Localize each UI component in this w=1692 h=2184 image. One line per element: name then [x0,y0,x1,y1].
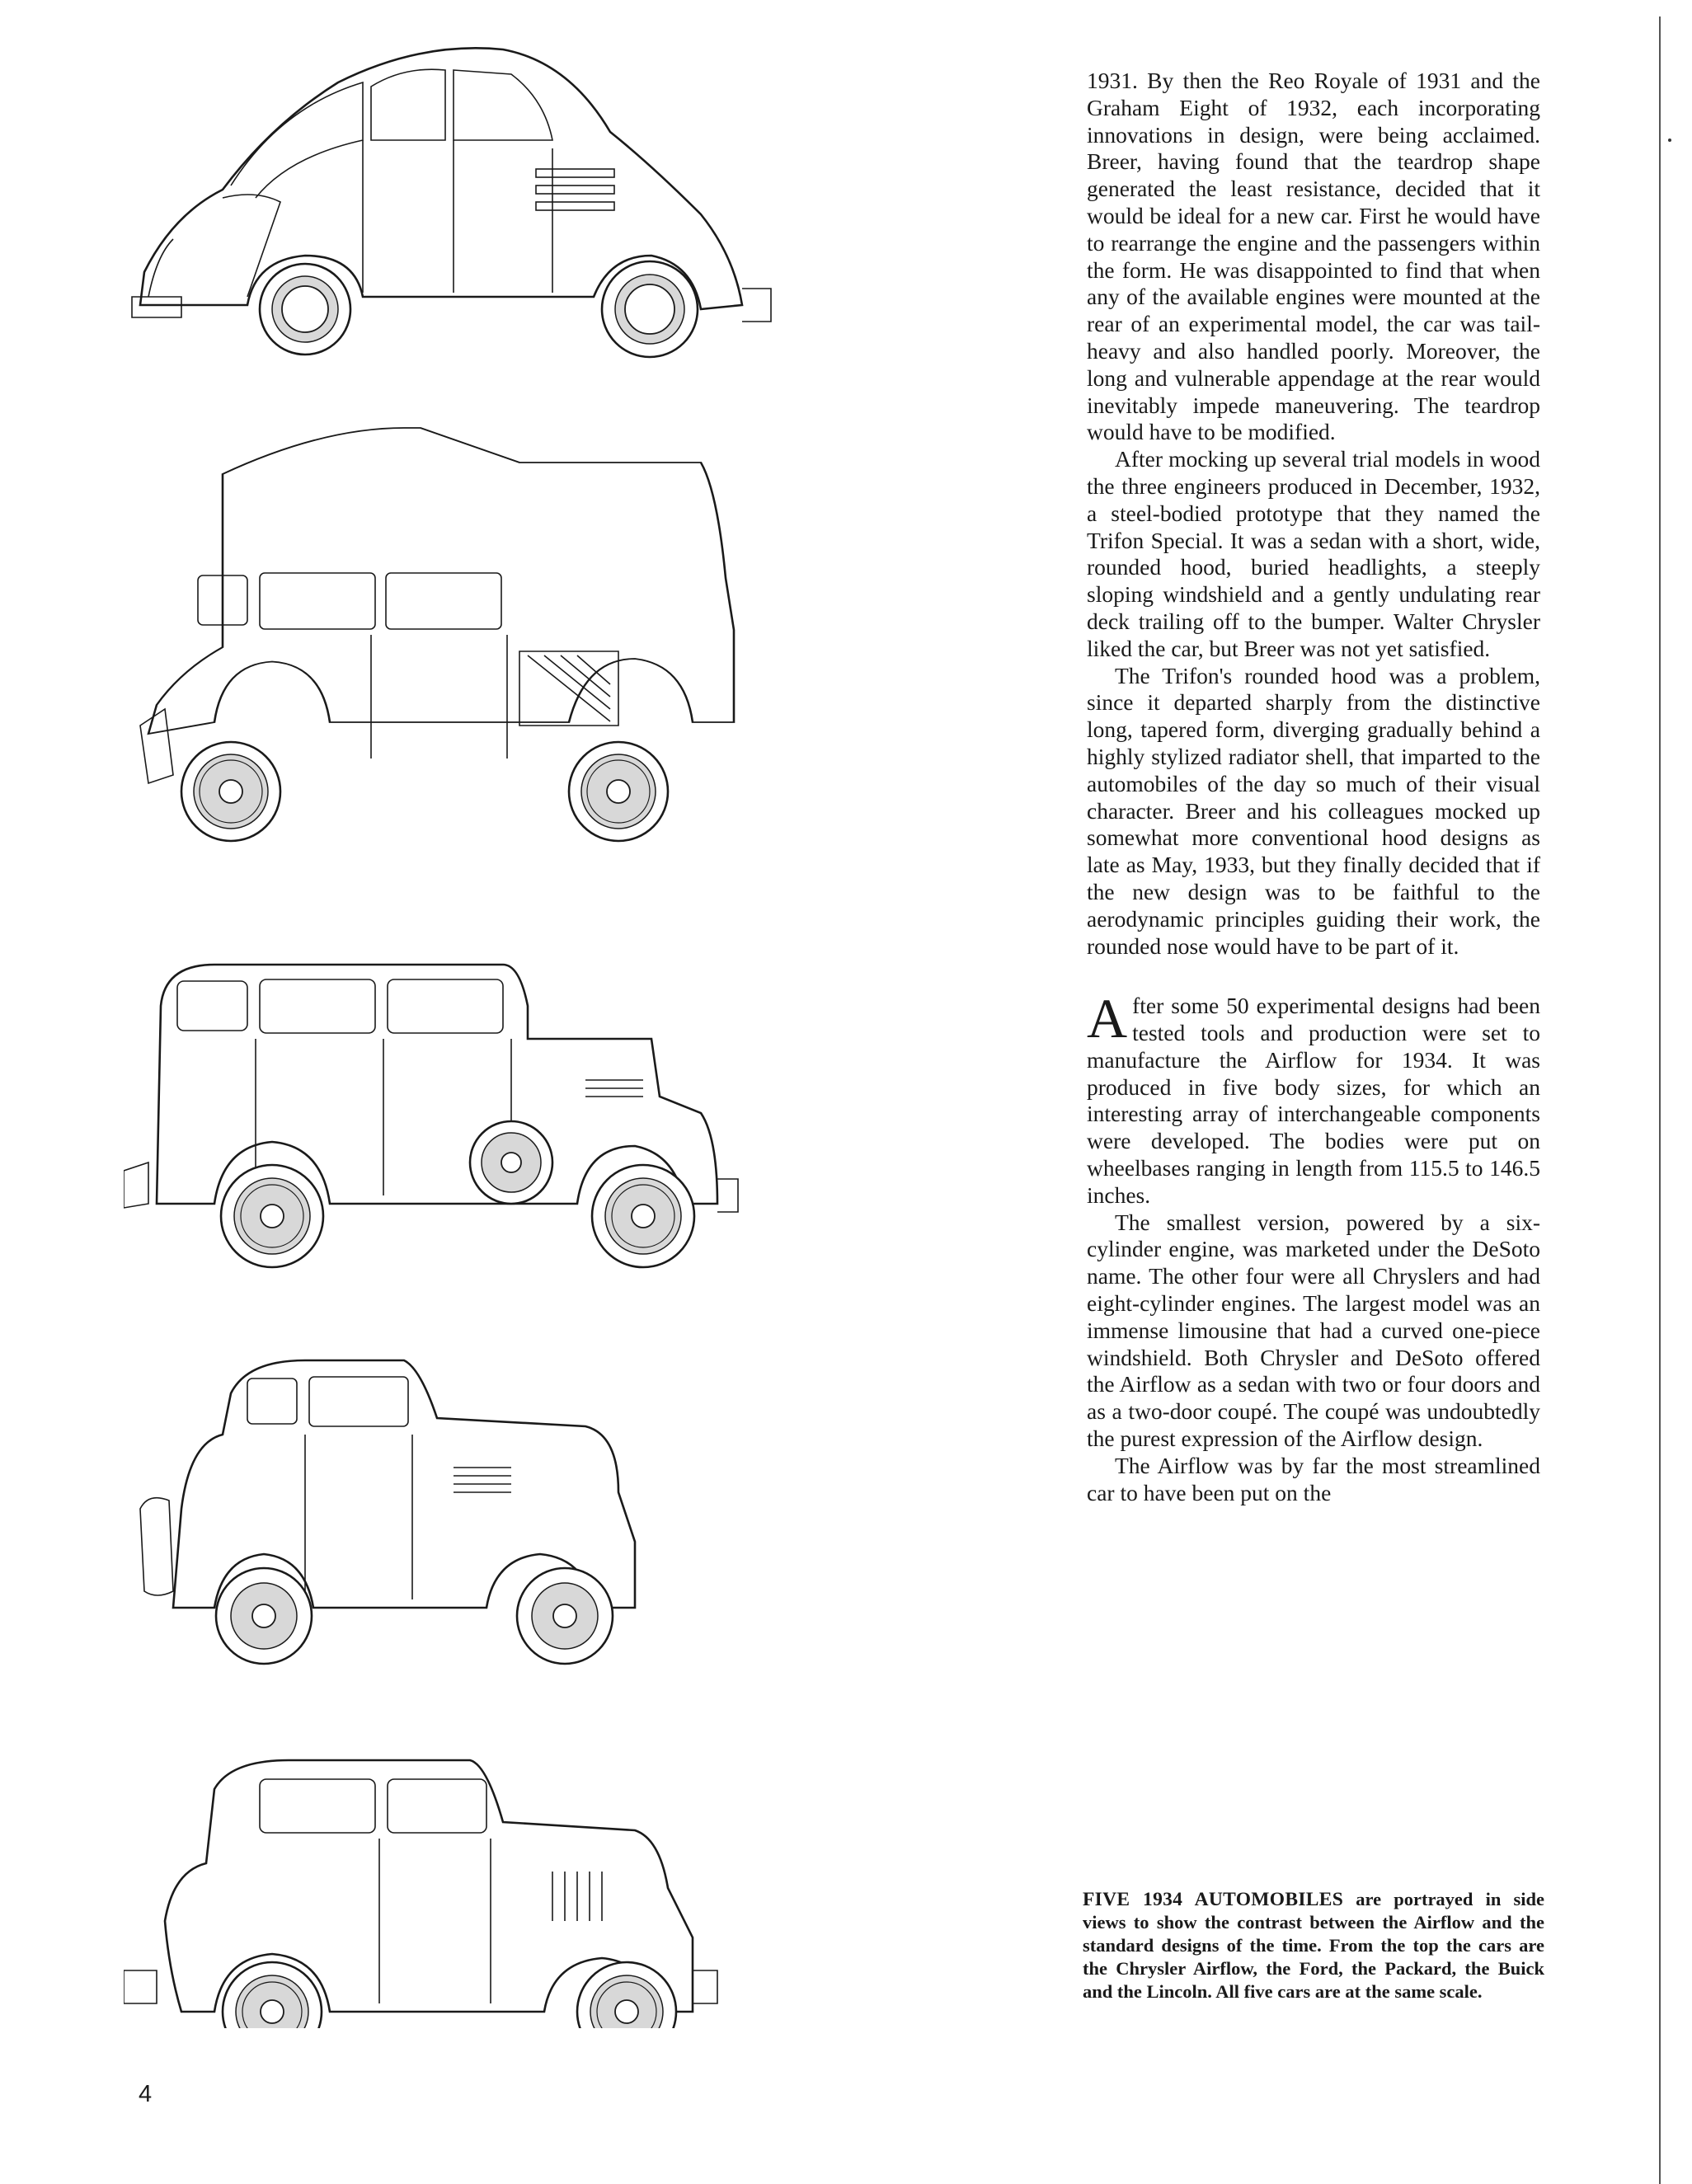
car-lincoln [124,1760,717,2028]
caption-body: are portrayed in side views to show the contrast between the Airflow and the standard designs of the time. From the top the cars are the Chrysler Airflow, the Ford, the Packard, the Buick and the Lincoln. All five cars are at the same scale. [1083,1889,1544,2002]
section-paragraph-3: The Airflow was by far the most streamlined car to have been put on the [1087,1452,1540,1505]
section-paragraph-2: The smallest version, powered by a six-cylinder engine, was marketed under the DeSoto name. The other four were all Chryslers and had eight-cylinder engines. The largest model was an immense limousine that had a curved one-piece windshield. Both Chrysler and DeSoto offered the Airflow as a sedan with two or four doors and as a two-door coupé. The coupé was undoubtedly the purest expression of the Airflow design. [1087,1209,1540,1452]
section-paragraph-1: fter some 50 experimental designs had been tested tools and production were set to manufacture the Airflow for 1934. It was produced in five body sizes, for which an interesting array of interchangeable components were developed. The bodies were put on wheelbases ranging in length from 115.5 to 146.5 inches. [1087,993,1540,1208]
page-edge-mark [1668,139,1671,142]
article-paragraph-2: After mocking up several trial models in wood the three engineers produced in December, 1932, a steel-bodied prototype that they named the Trifon Special. It was a sedan with a short, wide, rounded hood, buried headlights, a steeply sloping windshield and a gently undulating rear deck trailing off to the bumper. Walter Chrysler liked the car, but Breer was not yet satisfied. [1087,446,1540,661]
section-opening-paragraph [1087,987,1540,1209]
car-illustrations [124,25,1055,2028]
article-paragraph-3: The Trifon's rounded hood was a problem, since it departed sharply from the distinctive long, tapered form, diverging gradually behind a highly stylized radiator shell, that imparted to the automobiles of the day so much of their visual character. Breer and his colleagues mocked up somewhat more conventional hood designs as late as May, 1933, but they finally decided that if the new design was to be faithful to the aerodynamic principles guiding their work, the rounded nose would have to be part of it. [1087,662,1540,959]
page-number: 4 [139,2081,153,2107]
car-packard [124,965,738,1267]
drop-cap: A [1087,987,1128,1050]
figure-caption [1083,1888,1544,2003]
page-edge-line [1659,16,1661,2184]
article-text [1087,68,1540,1506]
caption-lead: FIVE 1934 AUTOMOBILES [1083,1889,1344,1910]
car-chrysler-airflow [132,48,771,357]
article-paragraph-1: 1931. By then the Reo Royale of 1931 and the Graham Eight of 1932, each incorporating innovations in design, were being acclaimed. Breer, having found that the teardrop shape generated the least resistance, decided that it would be ideal for a new car. First he would have to rearrange the engine and the passengers within the form. He was disappointed to find that when any of the available engines were mounted at the rear of an experimental model, the car was tail-heavy and also handled poorly. Moreover, the long and vulnerable appendage at the rear would inevitably impede maneuvering. The teardrop would have to be modified. [1087,68,1540,445]
car-ford [140,428,734,841]
car-buick [140,1360,635,1664]
